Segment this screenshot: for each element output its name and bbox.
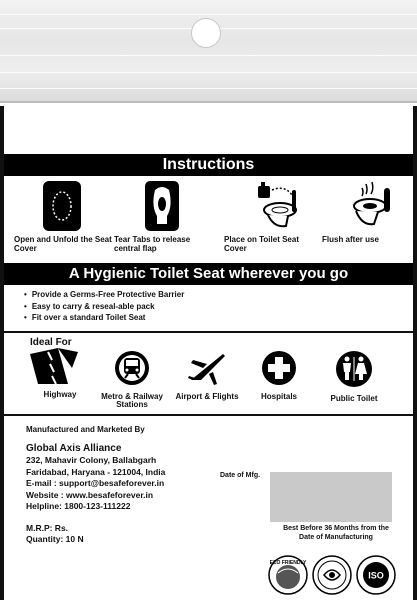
website-text: Website : www.besafeforever.in [26,489,154,500]
section-divider [4,414,413,416]
hang-hole [191,18,221,48]
step-3 [222,180,322,253]
step-1 [12,180,112,253]
best-before-text: Best Before 36 Months from the Date of Manufacturing [283,525,389,541]
helpline-text: Helpline: 1800-123-111222 [26,501,131,511]
instructions-heading: Instructions [4,154,413,176]
public-toilet-icon [335,350,373,388]
flush-icon [340,180,400,232]
mfg-date-box [270,472,392,522]
address-line-1: 232, Mahavir Colony, Ballabgarh [26,455,157,465]
seal-label: ECO FRIENDLY [269,560,307,566]
zip-lock-strip [0,0,417,103]
ideal-for-title: Ideal For [30,337,72,348]
iso-certified-seal-icon [356,555,396,595]
step-2 [112,180,212,253]
ideal-item-hospitals [239,350,319,401]
iso-certified-seal [356,555,396,600]
feature-list [24,289,384,324]
seal-label: ISO [368,570,384,581]
quality-seal-icon [312,555,352,595]
address-line-2: Faridabad, Haryana - 121004, India [26,466,166,477]
place-cover-icon [242,180,302,232]
list-item: • Fit over a standard Toilet Seat [24,312,384,324]
ideal-item-airport [167,350,247,401]
ideal-item-public-toilet [314,350,394,403]
list-item: • Easy to carry & reseal-able pack [24,301,384,313]
step-label: Tear Tabs to release central flap [114,235,191,253]
tear-flap-icon [139,180,185,232]
ideal-label: Metro & Railway Stations [101,392,163,409]
ideal-label: Public Toilet [330,394,378,403]
ideal-label: Highway [43,390,77,399]
highway-icon [28,348,92,384]
manufacturer-info [26,425,246,546]
manufacturer-title: Manufactured and Marketed By [26,425,145,434]
step-4 [320,180,417,244]
section-divider [4,331,413,333]
ideal-item-highway [20,348,100,399]
step-label: Open and Unfold the Seat Cover [14,235,112,253]
eco-friendly-seal [268,555,308,600]
ideal-label: Hospitals [260,392,297,401]
seat-cover-icon [39,180,85,232]
mfg-date-label: Date of Mfg. [220,472,261,479]
quantity-text: Quantity: 10 N [26,534,84,544]
quality-seal [312,555,352,600]
email-text: E-mail : support@besafeforever.in [26,478,165,488]
ideal-item-metro [92,350,172,409]
eco-friendly-seal-icon [268,555,308,595]
company-name: Global Axis Alliance [26,443,122,454]
step-label: Flush after use [322,235,379,244]
mrp-text: M.R.P: Rs. [26,522,69,533]
airplane-icon [187,350,227,386]
hospital-cross-icon [261,350,297,386]
ideal-label: Airport & Flights [175,392,239,401]
list-item: • Provide a Germs-Free Protective Barrier [24,289,384,301]
step-label: Place on Toilet Seat Cover [224,235,299,253]
metro-icon [114,350,150,386]
tagline-heading: A Hygienic Toilet Seat wherever you go [4,263,413,285]
